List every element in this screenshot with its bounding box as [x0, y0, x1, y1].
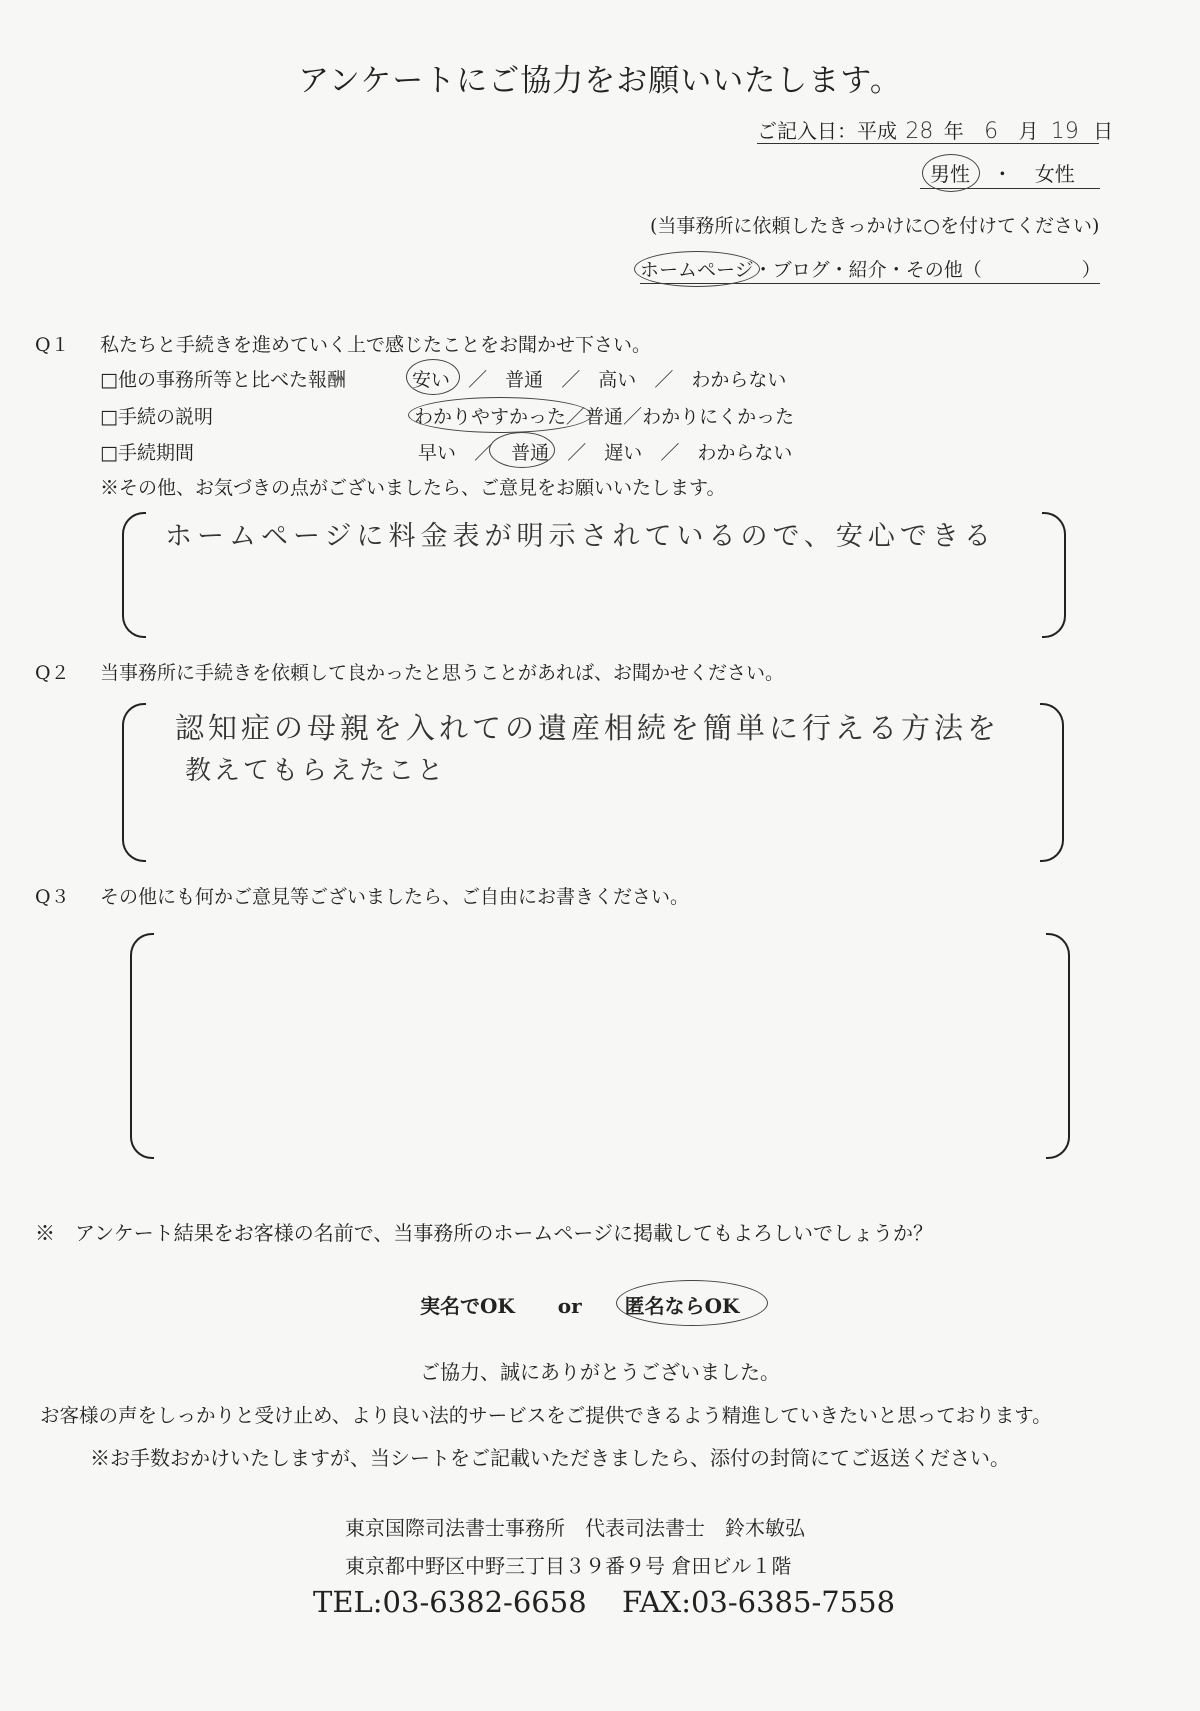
- q1-fee-cheap[interactable]: 安い: [412, 369, 451, 391]
- date-year-unit: 年: [943, 119, 964, 143]
- q1-period-slow[interactable]: 遅い: [604, 442, 643, 464]
- q2-answer-bracket-left: [122, 703, 146, 862]
- q1-answer-bracket-right: [1042, 512, 1066, 638]
- date-label: ご記入日：平成: [757, 119, 897, 143]
- gender-male[interactable]: 男性: [930, 162, 970, 186]
- q1-item-fee-label: □他の事務所等と比べた報酬: [100, 369, 346, 391]
- closing-thanks: ご協力、誠にありがとうございました。: [420, 1360, 780, 1384]
- q3-answer-bracket-left: [130, 933, 154, 1159]
- q2-question: 当事務所に手続きを依頼して良かったと思うことがあれば、お聞かせください。: [100, 662, 785, 684]
- trigger-selected-circle: [634, 251, 760, 287]
- publish-or: or: [557, 1294, 582, 1318]
- trigger-option-referral[interactable]: 紹介: [848, 259, 887, 281]
- closing-message: お客様の声をしっかりと受け止め、より良い法的サービスをご提供できるよう精進していきたいと思っております。: [40, 1404, 1052, 1427]
- q1-explanation-clear[interactable]: わかりやすかった: [414, 406, 567, 428]
- gender-separator: ・: [992, 162, 1013, 186]
- q1-other-prompt: ※その他、お気づきの点がございましたら、ご意見をお願いいたします。: [100, 477, 726, 499]
- publish-option-real-name[interactable]: 実名でOK: [420, 1294, 515, 1318]
- q2-answer-bracket-right: [1040, 703, 1064, 862]
- gender-female[interactable]: 女性: [1034, 162, 1075, 186]
- q1-item-period-options: 早い ／ 普通 ／ 遅い ／ わからない: [418, 442, 793, 464]
- q1-period-unknown[interactable]: わからない: [697, 442, 793, 464]
- publish-question: ※ アンケート結果をお客様の名前で、当事務所のホームページに掲載してもよろしいでしょうか？: [35, 1221, 933, 1245]
- q1-fee-selected-circle: [406, 359, 460, 395]
- q1-answer-text[interactable]: ホームページに料金表が明示されているので、安心できる: [165, 521, 996, 552]
- q1-fee-high[interactable]: 高い: [598, 369, 637, 391]
- trigger-prompt: (当事務所に依頼したきっかけに○を付けてください): [650, 215, 1100, 237]
- q2-number: Q２: [35, 662, 70, 684]
- q1-period-fast[interactable]: 早い: [418, 442, 457, 464]
- q1-item-explanation-label: □手続の説明: [100, 406, 213, 428]
- date-month[interactable]: 6: [984, 119, 999, 144]
- trigger-options: ホームページ・ブログ・紹介・その他（ ）: [640, 255, 1100, 284]
- q1-fee-normal[interactable]: 普通: [505, 369, 544, 391]
- q2-answer-line1[interactable]: 認知症の母親を入れての遺産相続を簡単に行える方法を: [175, 711, 1001, 745]
- footer-office: 東京国際司法書士事務所 代表司法書士 鈴木敏弘: [345, 1516, 805, 1540]
- date-day[interactable]: 19: [1050, 119, 1079, 144]
- trigger-option-homepage[interactable]: ホームページ: [640, 259, 754, 281]
- publish-selected-circle: [616, 1280, 768, 1326]
- q1-item-explanation-options: わかりやすかった／普通／わかりにくかった: [414, 406, 795, 428]
- publish-option-anonymous[interactable]: 匿名ならOK: [624, 1294, 740, 1318]
- survey-title: アンケートにご協力をお願いいたします。: [298, 63, 902, 99]
- q1-answer-bracket-left: [122, 512, 146, 638]
- q1-question: 私たちと手続きを進めていく上で感じたことをお聞かせ下さい。: [100, 334, 652, 356]
- closing-return-note: ※お手数おかけいたしますが、当シートをご記載いただきましたら、添付の封筒にてご返送ください。: [90, 1446, 1010, 1470]
- trigger-option-other-close: ）: [1081, 259, 1101, 281]
- footer-fax[interactable]: FAX:03-6385-7558: [622, 1585, 896, 1619]
- footer-tel[interactable]: TEL:03-6382-6658: [313, 1585, 587, 1619]
- date-line: [757, 115, 1114, 144]
- q1-item-period-label: □手続期間: [100, 442, 194, 464]
- q1-explanation-normal[interactable]: 普通: [585, 406, 624, 428]
- date-day-unit: 日: [1093, 119, 1114, 143]
- q2-answer-line2[interactable]: 教えてもらえたこと: [185, 756, 447, 786]
- q1-item-fee-options: 安い ／ 普通 ／ 高い ／ わからない: [412, 369, 787, 391]
- q3-answer-bracket-right: [1046, 933, 1070, 1159]
- gender-selected-circle: [922, 154, 980, 192]
- footer-address: 東京都中野区中野三丁目３９番９号 倉田ビル１階: [345, 1554, 792, 1578]
- q1-explanation-unclear[interactable]: わかりにくかった: [642, 406, 795, 428]
- q1-period-normal[interactable]: 普通: [511, 442, 550, 464]
- q1-number: Q１: [35, 334, 70, 356]
- q1-explanation-selected-circle: [408, 397, 592, 433]
- date-year[interactable]: 28: [905, 119, 934, 144]
- q3-question: その他にも何かご意見等ございましたら、ご自由にお書きください。: [100, 886, 690, 908]
- trigger-option-blog[interactable]: ブログ: [772, 259, 830, 281]
- q1-period-selected-circle: [489, 432, 555, 468]
- trigger-option-other[interactable]: その他（: [905, 259, 982, 281]
- q1-fee-unknown[interactable]: わからない: [691, 369, 787, 391]
- q3-number: Q３: [35, 886, 70, 908]
- date-month-unit: 月: [1018, 119, 1039, 143]
